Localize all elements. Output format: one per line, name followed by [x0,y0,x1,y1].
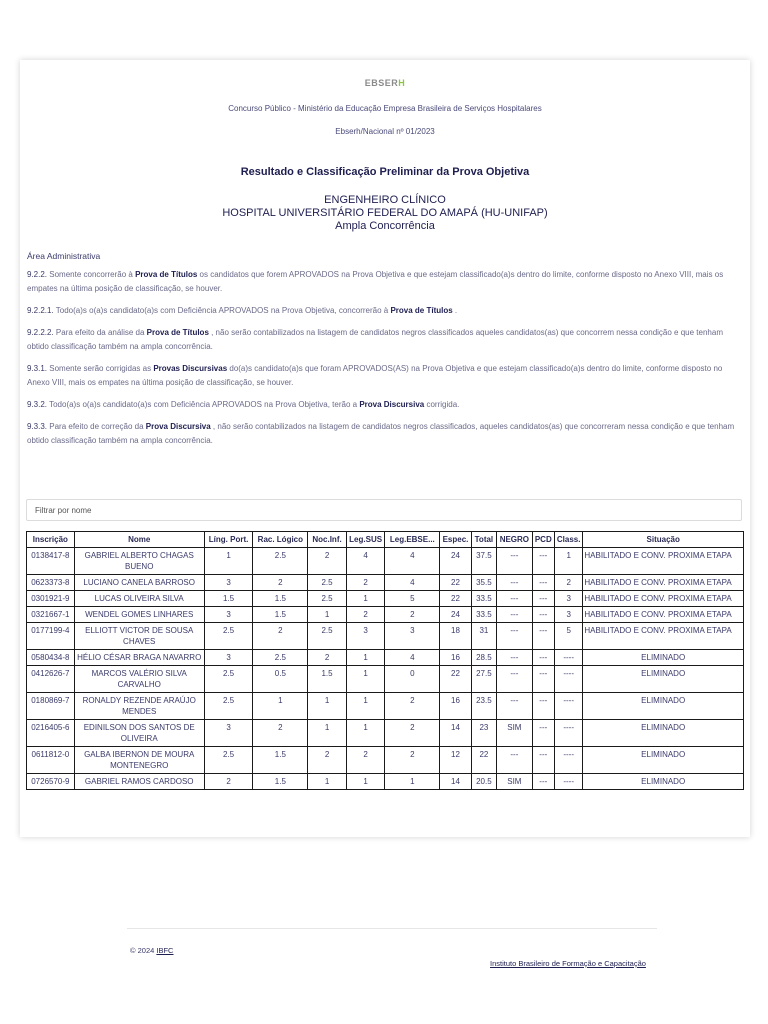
ebserh-logo [20,78,750,88]
table-cell: 3 [204,720,253,747]
rule-text: do(a)s candidato(a)s que foram APROVADOS(AS) na Prova Objetiva e que estejam classificado(a)s dentro do limite, conforme disposto no Anexo VIII, mais os empates na última posição de classificação, se houver. [27,364,723,387]
table-cell: 2.5 [204,666,253,693]
column-header[interactable]: Class. [554,532,582,548]
column-header[interactable]: Noc.Inf. [308,532,347,548]
rule-text: corrigida. [424,400,460,409]
table-cell: 12 [440,747,471,774]
table-cell: 2.5 [204,693,253,720]
table-cell: --- [497,747,533,774]
table-cell: 1.5 [253,591,308,607]
table-cell: ---- [554,774,582,790]
table-cell: 2.5 [204,623,253,650]
table-cell: 0177199-4 [27,623,75,650]
table-row [27,747,744,774]
table-cell: ELIMINADO [583,666,744,693]
table-cell: 22 [440,575,471,591]
table-cell: 24 [440,548,471,575]
institute-link[interactable]: Instituto Brasileiro de Formação e Capacitação [490,959,646,968]
table-cell: HABILITADO E CONV. PROXIMA ETAPA [583,548,744,575]
table-cell: 14 [440,720,471,747]
table-cell: 0180869-7 [27,693,75,720]
table-row [27,693,744,720]
table-cell: --- [497,548,533,575]
table-cell: LUCAS OLIVEIRA SILVA [74,591,204,607]
column-header[interactable]: Inscrição [27,532,75,548]
role-name: ENGENHEIRO CLÍNICO [324,194,446,206]
table-cell: 0216405-6 [27,720,75,747]
table-cell: --- [497,650,533,666]
table-cell: 2 [253,575,308,591]
table-cell: 23 [471,720,496,747]
table-cell: ELLIOTT VICTOR DE SOUSA CHAVES [74,623,204,650]
table-cell: HABILITADO E CONV. PROXIMA ETAPA [583,575,744,591]
table-cell: 3 [554,607,582,623]
table-cell: 0138417-8 [27,548,75,575]
column-header[interactable]: Espec. [440,532,471,548]
table-cell: ---- [554,650,582,666]
table-cell: 3 [385,623,440,650]
rule-highlight: Prova Discursiva [359,400,425,409]
table-cell: 1.5 [253,747,308,774]
table-cell: ---- [554,720,582,747]
logo-text-accent: H [398,78,406,88]
table-cell: 5 [554,623,582,650]
table-cell: WENDEL GOMES LINHARES [74,607,204,623]
table-cell: 1 [308,720,347,747]
ibfc-link[interactable]: IBFC [156,946,174,955]
rule-text: Para efeito de correção da [49,422,146,431]
table-cell: 3 [204,650,253,666]
table-cell: 2 [308,747,347,774]
table-cell: MARCOS VALÉRIO SILVA CARVALHO [74,666,204,693]
table-cell: 35.5 [471,575,496,591]
table-cell: 1 [204,548,253,575]
rule-paragraph [27,268,745,296]
table-cell: 23.5 [471,693,496,720]
column-header[interactable]: Rac. Lógico [253,532,308,548]
table-cell: 4 [385,548,440,575]
table-cell: 2.5 [308,623,347,650]
table-cell: 4 [385,575,440,591]
table-row [27,607,744,623]
table-cell: 22 [440,591,471,607]
table-cell: 2.5 [308,575,347,591]
footer-copyright [130,946,173,955]
table-cell: 1 [346,693,385,720]
rule-paragraph [27,362,745,390]
competition-type: Ampla Concorrência [335,220,435,232]
table-cell: ---- [554,747,582,774]
table-cell: 2.5 [253,650,308,666]
table-cell: 14 [440,774,471,790]
table-cell: --- [532,720,554,747]
table-cell: ELIMINADO [583,720,744,747]
column-header[interactable]: Nome [74,532,204,548]
table-cell: 1 [308,693,347,720]
table-cell: 28.5 [471,650,496,666]
table-cell: 2 [385,720,440,747]
table-cell: --- [532,666,554,693]
table-cell: 1 [346,774,385,790]
table-cell: EDINILSON DOS SANTOS DE OLIVEIRA [74,720,204,747]
table-cell: 31 [471,623,496,650]
logo-text: EBSER [364,78,399,88]
table-cell: --- [532,747,554,774]
table-cell: 1 [308,774,347,790]
table-cell: GABRIEL ALBERTO CHAGAS BUENO [74,548,204,575]
table-cell: ELIMINADO [583,693,744,720]
results-card [20,60,750,837]
column-header[interactable]: PCD [532,532,554,548]
table-cell: --- [532,548,554,575]
column-header[interactable]: Líng. Port. [204,532,253,548]
table-row [27,623,744,650]
rule-number: 9.2.2.1. [27,306,54,315]
table-cell: 24 [440,607,471,623]
table-cell: ELIMINADO [583,650,744,666]
rule-highlight: Prova de Títulos [390,306,453,315]
column-header[interactable]: Leg.EBSE... [385,532,440,548]
table-cell: ELIMINADO [583,774,744,790]
rule-text: , não serão contabilizados na listagem de candidatos negros classificados aqueles candidatos(as) que concorrem nessa condição e que tenham obtido classificação também na ampla concorrência. [27,328,723,351]
table-cell: 4 [346,548,385,575]
table-cell: 2.5 [204,747,253,774]
filter-by-name-input[interactable] [26,499,742,521]
table-cell: --- [497,591,533,607]
table-cell: 2 [204,774,253,790]
column-header[interactable]: Total [471,532,496,548]
table-cell: 3 [204,607,253,623]
results-table [26,531,744,790]
table-cell: HABILITADO E CONV. PROXIMA ETAPA [583,607,744,623]
table-cell: 0412626-7 [27,666,75,693]
table-cell: 1 [346,591,385,607]
table-cell: 3 [554,591,582,607]
table-cell: 0611812-0 [27,747,75,774]
hospital-name: HOSPITAL UNIVERSITÁRIO FEDERAL DO AMAPÁ (HU-UNIFAP) [222,207,548,219]
table-row [27,548,744,575]
table-cell: HABILITADO E CONV. PROXIMA ETAPA [583,591,744,607]
table-cell: --- [497,693,533,720]
table-cell: 2.5 [308,591,347,607]
edital-number: Ebserh/Nacional nº 01/2023 [335,127,435,136]
table-cell: 2 [385,607,440,623]
footer-divider [127,928,657,929]
table-cell: 3 [204,575,253,591]
table-cell: 2 [253,720,308,747]
table-cell: --- [532,591,554,607]
table-cell: RONALDY REZENDE ARAÚJO MENDES [74,693,204,720]
column-header[interactable]: NEGRO [497,532,533,548]
table-cell: 2 [253,623,308,650]
rule-text: Somente concorrerão à [49,270,136,279]
table-cell: GABRIEL RAMOS CARDOSO [74,774,204,790]
rule-highlight: Provas Discursivas [153,364,228,373]
table-cell: 0726570-9 [27,774,75,790]
table-cell: 37.5 [471,548,496,575]
table-cell: 22 [471,747,496,774]
column-header[interactable]: Situação [583,532,744,548]
table-cell: 1 [346,666,385,693]
table-cell: ELIMINADO [583,747,744,774]
rule-text: Todo(a)s o(a)s candidato(a)s com Deficiência APROVADOS na Prova Objetiva, concorrerão à [55,306,391,315]
table-cell: 20.5 [471,774,496,790]
table-cell: 2 [308,650,347,666]
table-cell: 27.5 [471,666,496,693]
rule-paragraph [27,304,745,318]
rule-text: , não serão contabilizados na listagem de candidatos negros classificados, aqueles candidatos(as) que concorreram nessa condição e que tenham obtido classificação também na ampla concorrência. [27,422,735,445]
table-cell: --- [497,575,533,591]
table-cell: 1 [253,693,308,720]
table-cell: 2 [385,693,440,720]
table-cell: SIM [497,720,533,747]
table-row [27,650,744,666]
table-cell: 1 [385,774,440,790]
rule-text: . [452,306,458,315]
rule-number: 9.3.3. [27,422,48,431]
table-cell: --- [532,607,554,623]
table-cell: 0580434-8 [27,650,75,666]
rule-text: Para efeito da análise da [55,328,147,337]
table-cell: --- [532,693,554,720]
table-cell: 1.5 [308,666,347,693]
table-cell: 2 [385,747,440,774]
table-cell: --- [532,623,554,650]
table-cell: --- [532,575,554,591]
table-cell: 0623373-8 [27,575,75,591]
table-cell: 1.5 [204,591,253,607]
rule-paragraph [27,398,745,412]
rule-paragraph [27,420,745,448]
table-row [27,591,744,607]
table-cell: 1 [346,720,385,747]
area-label: Área Administrativa [27,251,101,261]
rule-number: 9.2.2.2. [27,328,54,337]
contest-description: Concurso Público - Ministério da Educação Empresa Brasileira de Serviços Hospitalares [228,104,542,113]
table-cell: ---- [554,666,582,693]
table-cell: 4 [385,650,440,666]
rule-number: 9.3.2. [27,400,48,409]
table-cell: LUCIANO CANELA BARROSO [74,575,204,591]
table-cell: 16 [440,693,471,720]
table-cell: 1.5 [253,774,308,790]
table-cell: 16 [440,650,471,666]
table-cell: --- [532,774,554,790]
table-cell: 1 [308,607,347,623]
table-cell: 0321667-1 [27,607,75,623]
table-cell: 0.5 [253,666,308,693]
column-header[interactable]: Leg.SUS [346,532,385,548]
rule-text: Somente serão corrigidas as [49,364,154,373]
table-cell: HABILITADO E CONV. PROXIMA ETAPA [583,623,744,650]
rule-highlight: Prova de Títulos [146,328,209,337]
rule-text: Todo(a)s o(a)s candidato(a)s com Deficiência APROVADOS na Prova Objetiva, terão a [49,400,360,409]
table-cell: 2 [308,548,347,575]
table-cell: 3 [346,623,385,650]
rule-text: os candidatos que forem APROVADOS na Prova Objetiva e que estejam classificado(a)s dentro do limite, conforme disposto no Anexo VIII, mais os empates na última posição de classificação, se houver. [27,270,724,293]
rule-highlight: Prova de Títulos [135,270,198,279]
table-cell: --- [532,650,554,666]
table-cell: --- [497,623,533,650]
table-cell: 33.5 [471,591,496,607]
table-cell: GALBA IBERNON DE MOURA MONTENEGRO [74,747,204,774]
table-cell: 0301921-9 [27,591,75,607]
table-cell: 2 [346,575,385,591]
table-cell: 33.5 [471,607,496,623]
table-row [27,575,744,591]
table-cell: 2 [346,607,385,623]
table-row [27,774,744,790]
table-cell: --- [497,607,533,623]
rule-number: 9.2.2. [27,270,48,279]
table-cell: 2 [554,575,582,591]
table-cell: ---- [554,693,582,720]
table-header-row [27,532,744,548]
table-cell: 2.5 [253,548,308,575]
table-cell: 22 [440,666,471,693]
table-cell: SIM [497,774,533,790]
table-cell: 5 [385,591,440,607]
table-row [27,720,744,747]
copyright-text: © 2024 [130,946,157,955]
table-cell: 1 [554,548,582,575]
table-cell: 2 [346,747,385,774]
table-cell: --- [497,666,533,693]
rule-highlight: Prova Discursiva [145,422,211,431]
rule-number: 9.3.1. [27,364,48,373]
table-cell: 1 [346,650,385,666]
table-cell: 0 [385,666,440,693]
table-cell: HÉLIO CÉSAR BRAGA NAVARRO [74,650,204,666]
page-title: Resultado e Classificação Preliminar da Prova Objetiva [240,166,530,178]
table-cell: 1.5 [253,607,308,623]
rule-paragraph [27,326,745,354]
table-cell: 18 [440,623,471,650]
table-row [27,666,744,693]
